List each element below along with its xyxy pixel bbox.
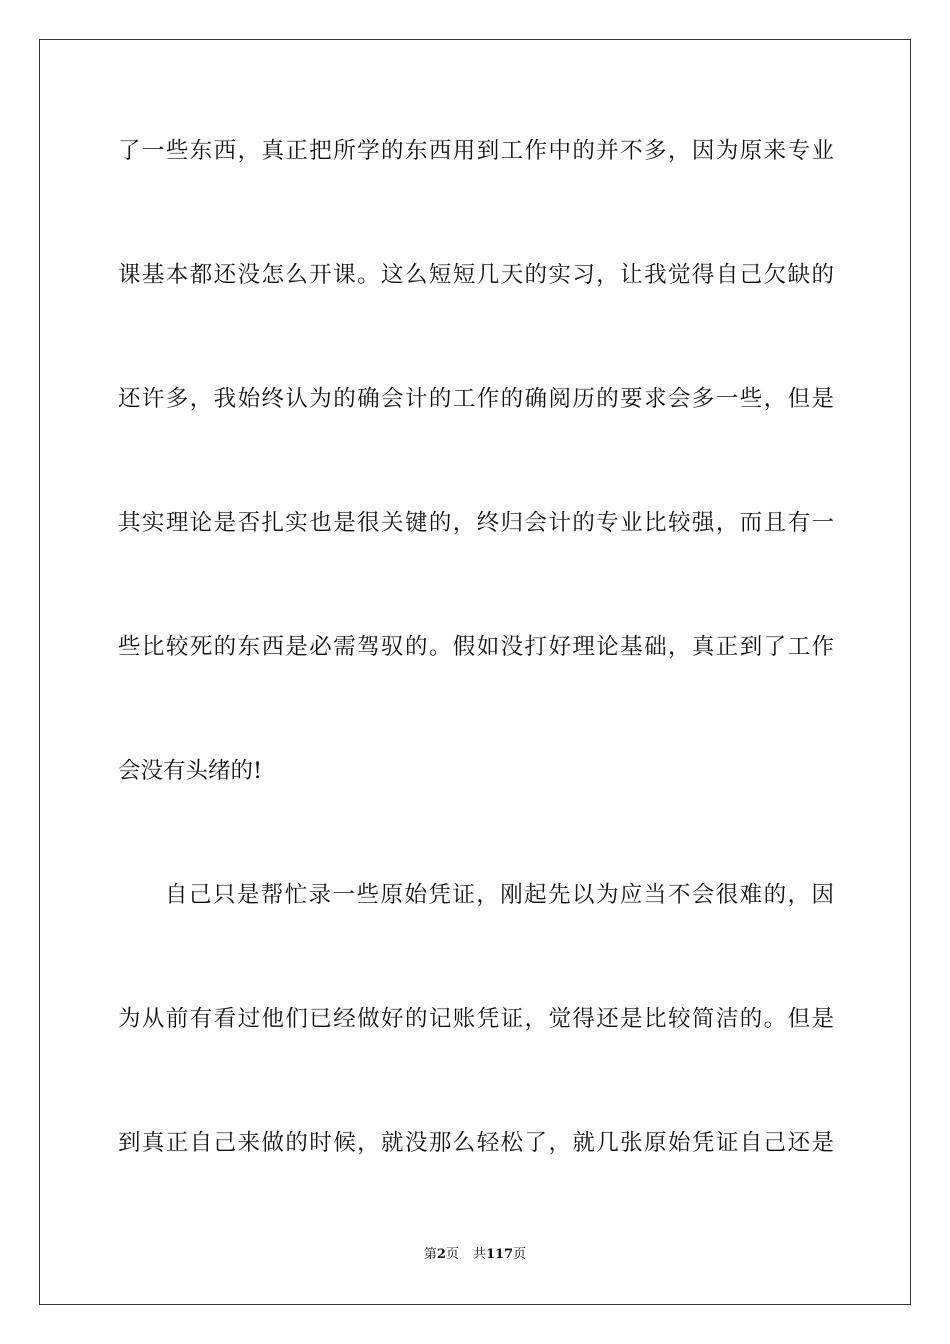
footer-total-prefix: 共 xyxy=(472,1247,486,1262)
body-line-8: 为从前有看过他们已经做好的记账凭证，觉得还是比较简洁的。但是 xyxy=(118,1006,834,1032)
body-line-2: 课基本都还没怎么开课。这么短短几天的实习，让我觉得自己欠缺的 xyxy=(118,262,834,288)
body-line-9: 到真正自己来做的时候，就没那么轻松了，就几张原始凭证自己还是 xyxy=(118,1130,834,1156)
page-footer xyxy=(0,1246,950,1264)
body-line-7: 自己只是帮忙录一些原始凭证，刚起先以为应当不会很难的，因 xyxy=(165,882,834,908)
body-line-3: 还许多，我始终认为的确会计的工作的确阅历的要求会多一些，但是 xyxy=(118,386,834,412)
body-line-5: 些比较死的东西是必需驾驭的。假如没打好理论基础，真正到了工作 xyxy=(118,634,834,660)
footer-page-prefix: 第 xyxy=(423,1247,437,1262)
footer-total-pages: 117 xyxy=(485,1247,514,1262)
body-line-6: 会没有头绪的! xyxy=(118,758,263,784)
footer-page-suffix: 页 xyxy=(445,1247,459,1262)
footer-total-suffix: 页 xyxy=(513,1247,527,1262)
body-line-4: 其实理论是否扎实也是很关键的，终归会计的专业比较强，而且有一 xyxy=(118,510,834,536)
footer-page-number: 2 xyxy=(436,1247,446,1262)
page-frame xyxy=(39,39,911,1305)
body-line-1: 了一些东西，真正把所学的东西用到工作中的并不多，因为原来专业 xyxy=(118,138,834,164)
